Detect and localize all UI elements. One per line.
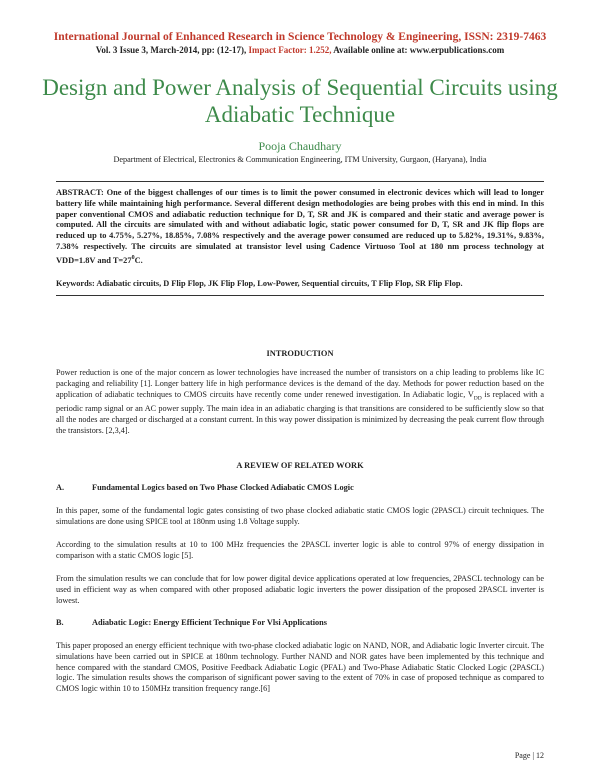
subsection-a-heading [56,483,544,492]
divider-bottom [56,295,544,296]
review-paragraph-3: From the simulation results we can conclude that for low power digital device applications operated at low frequencies, 2PASCL technology can be used in efficient way as when compared with other proposed adiabatic logic inverters the power dissipation of the proposed 2PASCL inverter is lowest. [56,574,544,605]
keywords: Keywords: Adiabatic circuits, D Flip Flop, JK Flip Flop, Low-Power, Sequential circuits, T Flip Flop, SR Flip Flop. [56,279,463,288]
journal-header [0,30,600,44]
author-name: Pooja Chaudhary [258,139,342,153]
vdd-subscript: DD [473,395,482,402]
review-heading: A REVIEW OF RELATED WORK [236,461,364,470]
paper-title: Design and Power Analysis of Sequential Circuits using Adiabatic Technique [42,75,558,127]
journal-name: International Journal of Enhanced Research in Science Technology & Engineering, [53,31,462,43]
abstract [56,188,544,266]
subsection-b-heading [56,618,544,627]
introduction-text: Power reduction is one of the major concern as lower technologies have increased the number of transistors on a chip leading to problems like IC packaging and reliability [1]. Longer battery life in high performance devices is the demand of the day. Methods for power reduction based on the application of adiabatic techniques to CMOS circuits have recently come under renewed investigation. In Adiabatic logic, V [56,368,544,399]
volume-info: Vol. 3 Issue 3, March-2014, pp: (12-17), [95,45,247,55]
review-paragraph-4: This paper proposed an energy efficient technique with two-phase clocked adiabatic logic on NAND, NOR, and Adiabatic logic Inverter circuit. The simulations have been carried out in SPICE at 180nm technology. Further NAND and NOR gates have been implemented by this technique and hence compared with the standard CMOS, Positive Feedback Adiabatic Logic (PFAL) and Two-Phase Adiabatic Static Clocked Logic (2PASCL) logic. The simulation results shows the comparison of significant power saving to the extent of 70% in case of proposed technique as compared to CMOS logic within 10 to 150MHz transition frequency range.[6] [56,641,544,694]
page-number: Page | 12 [514,751,544,760]
abstract-text: ABSTRACT: One of the biggest challenges of our times is to limit the power consumed in electronic devices which will lead to longer battery life while maintaining high performance. Several different design methodologies are being probes with this end in mind. In this paper conventional CMOS and adiabatic reduction technique for D, T, SR and JK is compared and their static and average power is computed. All the circuits are simulated with and without adiabatic logic, static power consumed for D, T, SR and JK flip flops are reduced up to 4.75%, 5.27%, 18.85%, 7.08% respectively and the average power consumed are reduced up to 5.82%, 19.31%, 9.83%, 7.38% respectively. The circuits are simulated at transistor level using Cadence Virtuoso Tool at 180 nm process technology at VDD=1.8V and T=27 [56,188,544,265]
subsection-b-title: Adiabatic Logic: Energy Efficient Technique For Vlsi Applications [92,618,328,627]
subsection-a-number: A. [56,483,65,492]
review-paragraph-1: In this paper, some of the fundamental logic gates consisting of two phase clocked adiabatic static CMOS logic (2PASCL) circuit techniques. The simulations are done using SPICE tool at 180nm using 1.8 Voltage supply. [56,506,544,526]
subsection-a-title: Fundamental Logics based on Two Phase Clocked Adiabatic CMOS Logic [92,483,354,492]
impact-factor: Impact Factor: 1.252, [246,45,332,55]
introduction-paragraph [56,368,544,436]
abstract-unit: C. [134,255,143,265]
introduction-text-cont: is replaced with a periodic ramp signal or an AC power supply. The main idea in an adiabatic charging is that transitions are considered to be sufficiently slow so that all the nodes are charged or discharged at a constant current. In this way power dissipation is minimized by decreasing the peak current flow through the transistors. [2,3,4]. [56,389,544,435]
availability: Available online at: www.erpublications.com [331,45,505,55]
abstract-superscript: 0 [131,254,135,261]
journal-meta [0,44,600,56]
introduction-heading: INTRODUCTION [266,349,334,358]
review-paragraph-2: According to the simulation results at 10 to 100 MHz frequencies the 2PASCL inverter logic is able to control 97% of energy dissipation in comparison with a static CMOS logic [5]. [56,540,544,560]
subsection-b-number: B. [56,618,64,627]
author-affiliation: Department of Electrical, Electronics & Communication Engineering, ITM University, Gurgaon, (Haryana), India [113,155,487,164]
journal-issn: ISSN: 2319-7463 [461,31,547,43]
divider-top [56,181,544,182]
